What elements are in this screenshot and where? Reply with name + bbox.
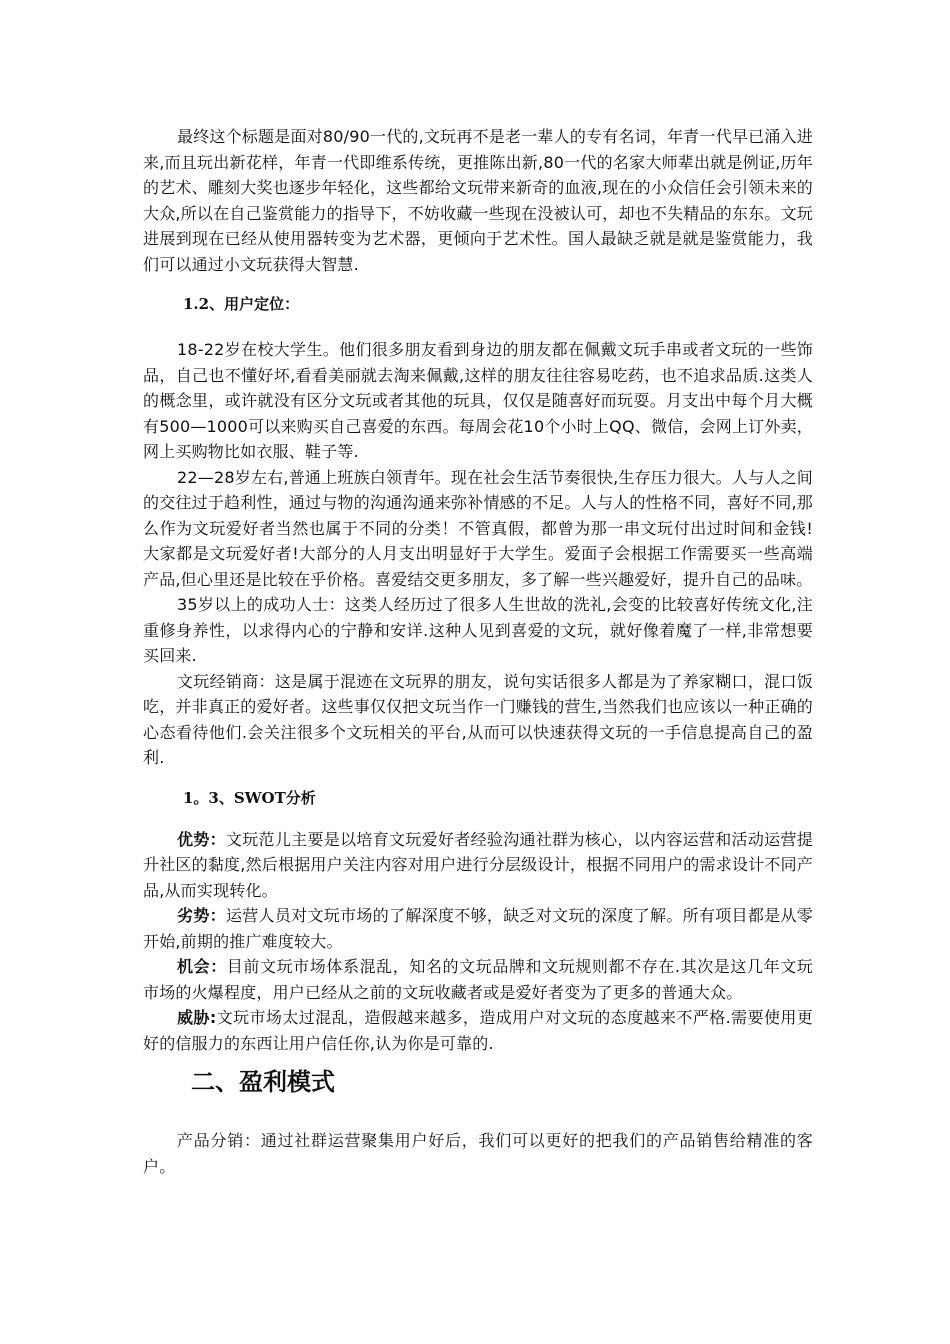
opportunity-label: 机会： — [177, 957, 227, 976]
user-segment-white-collar: 22—28岁左右,普通上班族白领青年。现在社会生活节奏很快,生存压力很大。人与人之间的交往过于趋利性，通过与物的沟通沟通来弥补情感的不足。人与人的性格不同，喜好不同,那么作为文玩爱好者当然也属于不同的分类！不管真假，都曾为那一串文玩付出过时间和金钱!大家都是文玩爱好者!大部分的人月支出明显好于大学生。爱面子会根据工作需要买一些高端产品,但心里还是比较在乎价格。喜爱结交更多朋友，多了解一些兴趣爱好，提升自己的品味。 — [143, 467, 813, 589]
user-positioning-heading: 1.2、用户定位： — [183, 295, 300, 313]
threat-label: 威胁: — [177, 1008, 217, 1027]
weakness-text: 运营人员对文玩市场的了解深度不够，缺乏对文玩的深度了解。所有项目都是从零开始,前期的推广难度较大。 — [143, 906, 813, 951]
swot-threat — [143, 1005, 813, 1056]
swot-opportunity — [143, 954, 813, 1005]
threat-text: 文玩市场太过混乱，造假越来越多，造成用户对文玩的态度越来不严格.需要使用更好的信服力的东西让用户信任你,认为你是可靠的. — [143, 1008, 813, 1053]
swot-heading: 1。3、SWOT分析 — [183, 788, 316, 807]
swot-strength — [143, 827, 813, 904]
profit-model-heading: 二、盈利模式 — [191, 1068, 335, 1096]
document-page — [143, 124, 813, 1179]
product-distribution-paragraph: 产品分销：通过社群运营聚集用户好后，我们可以更好的把我们的产品销售给精准的客户。 — [143, 1131, 813, 1176]
swot-weakness — [143, 903, 813, 954]
weakness-label: 劣势： — [177, 906, 226, 925]
opportunity-text: 目前文玩市场体系混乱，知名的文玩品牌和文玩规则都不存在.其次是这几年文玩市场的火爆程度，用户已经从之前的文玩收藏者或是爱好者变为了更多的普通大众。 — [143, 957, 813, 1002]
strength-text: 文玩范儿主要是以培育文玩爱好者经验沟通社群为核心，以内容运营和活动运营提升社区的黏度,然后根据用户关注内容对用户进行分层级设计，根据不同用户的需求设计不同产品,从而实现转化。 — [143, 829, 813, 900]
user-segment-dealers: 文玩经销商：这是属于混迹在文玩界的朋友，说句实话很多人都是为了养家糊口，混口饭吃，并非真正的爱好者。这些事仅仅把文玩当作一门赚钱的营生,当然我们也应该以一种正确的心态看待他们.会关注很多个文玩相关的平台,从而可以快速获得文玩的一手信息提高自己的盈利. — [143, 671, 813, 767]
strength-label: 优势： — [177, 829, 226, 849]
user-segment-successful: 35岁以上的成功人士：这类人经历过了很多人生世故的洗礼,会变的比较喜好传统文化,注重修身养性，以求得内心的宁静和安详.这种人见到喜爱的文玩，就好像着魔了一样,非常想要买回来. — [143, 595, 813, 665]
user-segment-students: 18-22岁在校大学生。他们很多朋友看到身边的朋友都在佩戴文玩手串或者文玩的一些饰品，自己也不懂好坏,看看美丽就去淘来佩戴,这样的朋友往往容易吃药，也不追求品质.这类人的概念里，或许就没有区分文玩或者其他的玩具，仅仅是随喜好而玩耍。月支出中每个月大概有500—1000可以来购买自己喜爱的东西。每周会花10个小时上QQ、微信，会网上订外卖，网上买购物比如衣服、鞋子等. — [143, 340, 813, 461]
intro-paragraph: 最终这个标题是面对80/90一代的,文玩再不是老一辈人的专有名词，年青一代早已涌入进来,而且玩出新花样，年青一代即维系传统，更推陈出新,80一代的名家大师辈出就是例证,历年的艺术、雕刻大奖也逐步年轻化，这些都给文玩带来新奇的血液,现在的小众信任会引领未来的大众,所以在自己鉴赏能力的指导下，不妨收藏一些现在没被认可，却也不失精品的东东。文玩进展到现在已经从使用器转变为艺术器，更倾向于艺术性。国人最缺乏就是就是鉴赏能力，我们可以通过小文玩获得大智慧. — [143, 127, 813, 274]
